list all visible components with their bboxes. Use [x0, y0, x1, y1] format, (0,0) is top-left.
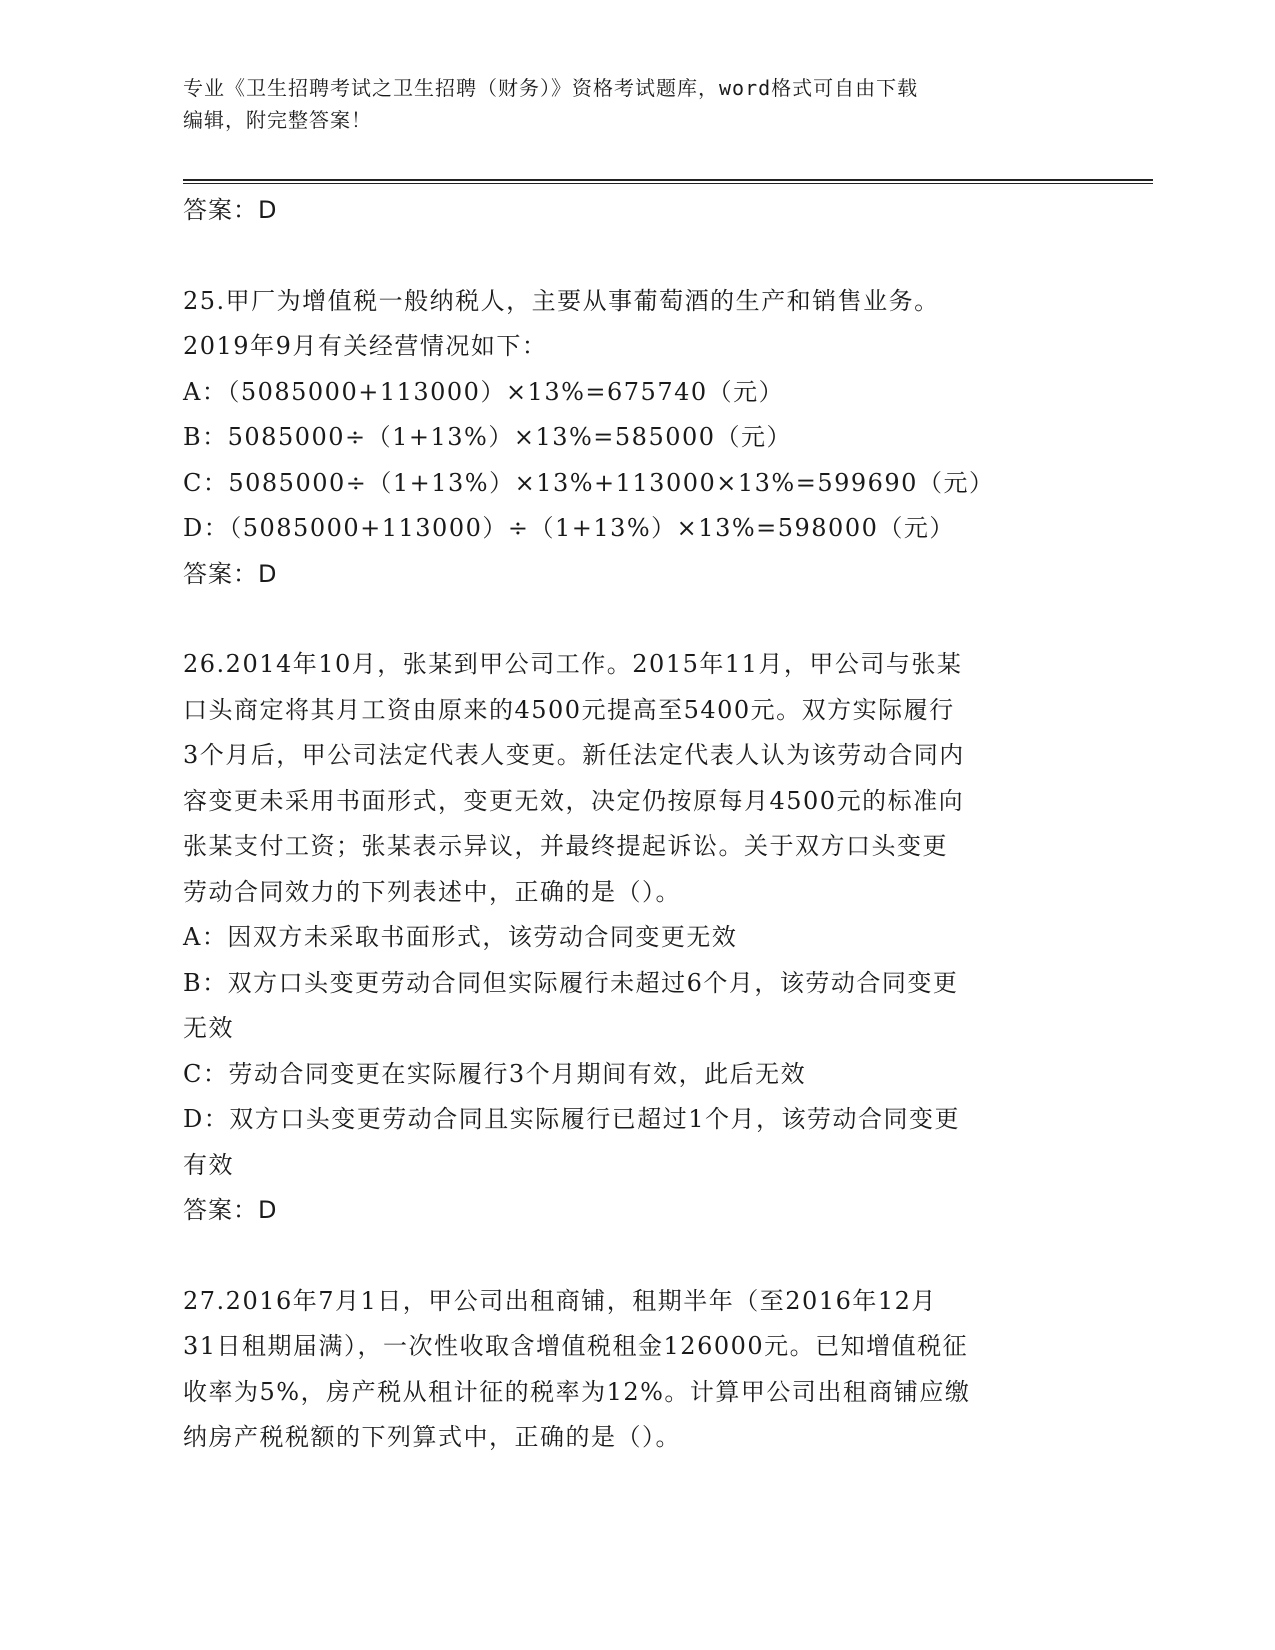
question-block	[183, 1279, 1103, 1461]
option-line: B：5085000÷（1+13%）×13%=585000（元）	[183, 423, 793, 451]
question-stem-line: 2019年9月有关经营情况如下：	[183, 332, 548, 360]
document-body	[183, 188, 1103, 1461]
question-stem-line: 3个月后，甲公司法定代表人变更。新任法定代表人认为该劳动合同内	[183, 741, 965, 769]
header-rule-thin	[183, 183, 1153, 184]
option-line: 有效	[183, 1150, 234, 1179]
option-line: 无效	[183, 1014, 234, 1042]
question-block	[183, 279, 1103, 598]
question-stem-line: 26.2014年10月，张某到甲公司工作。2015年11月，甲公司与张某	[183, 650, 963, 678]
option-line: C：5085000÷（1+13%）×13%+113000×13%=599690（元）	[183, 468, 995, 497]
option-line: A：因双方未采取书面形式，该劳动合同变更无效	[183, 923, 738, 951]
question-gap	[183, 234, 1103, 279]
question-stem-line: 收率为5%，房产税从租计征的税率为12%。计算甲公司出租商铺应缴	[183, 1377, 971, 1406]
question-stem-line: 31日租期届满），一次性收取含增值税租金126000元。已知增值税征	[183, 1332, 969, 1360]
question-stem-line: 25.甲厂为增值税一般纳税人，主要从事葡萄酒的生产和销售业务。	[183, 286, 940, 315]
option-line: A：（5085000+113000）×13%=675740（元）	[183, 377, 785, 406]
document-header	[183, 72, 1073, 136]
question-block	[183, 642, 1103, 1234]
question-list	[183, 234, 1103, 1461]
question-stem-line: 容变更未采用书面形式，变更无效，决定仍按原每月4500元的标准向	[183, 786, 965, 815]
option-line: D：双方口头变更劳动合同且实际履行已超过1个月，该劳动合同变更	[183, 1105, 961, 1133]
question-stem-line: 张某支付工资；张某表示异议，并最终提起诉讼。关于双方口头变更	[183, 832, 948, 860]
answer-line: 答案：D	[183, 196, 278, 224]
question-stem-line: 口头商定将其月工资由原来的4500元提高至5400元。双方实际履行	[183, 695, 955, 724]
option-line: C：劳动合同变更在实际履行3个月期间有效，此后无效	[183, 1059, 807, 1088]
question-stem-line: 纳房产税税额的下列算式中，正确的是（）。	[183, 1423, 681, 1451]
option-line: B：双方口头变更劳动合同但实际履行未超过6个月，该劳动合同变更	[183, 968, 959, 997]
question-gap	[183, 597, 1103, 642]
option-line: D：（5085000+113000）÷（1+13%）×13%=598000（元）	[183, 514, 955, 542]
question-stem-line: 劳动合同效力的下列表述中，正确的是（）。	[183, 877, 681, 906]
question-stem-line: 27.2016年7月1日，甲公司出租商铺，租期半年（至2016年12月	[183, 1286, 937, 1315]
answer-line: 答案：D	[183, 559, 278, 588]
question-gap	[183, 1234, 1103, 1279]
answer-line: 答案：D	[183, 1196, 278, 1224]
header-line: 专业《卫生招聘考试之卫生招聘（财务）》资格考试题库，word格式可自由下载	[183, 76, 919, 100]
header-rule	[183, 179, 1153, 181]
header-line: 编辑，附完整答案！	[183, 108, 372, 132]
